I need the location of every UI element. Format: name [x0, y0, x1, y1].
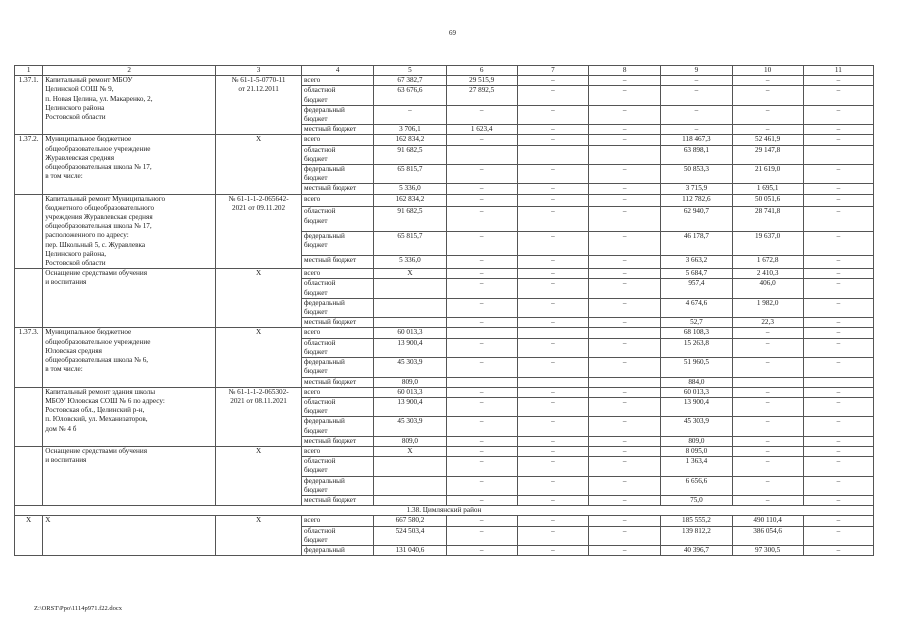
value-cell: 52,7: [661, 318, 732, 328]
value-cell: –: [803, 328, 873, 338]
value-cell: –: [589, 338, 661, 357]
value-cell: 1 623,4: [446, 125, 517, 135]
value-cell: [374, 476, 446, 495]
value-cell: –: [517, 256, 588, 269]
value-cell: [589, 145, 661, 164]
column-header-row: [15, 66, 874, 76]
value-cell: [446, 328, 517, 338]
value-cell: –: [589, 86, 661, 105]
value-cell: –: [803, 165, 873, 184]
value-cell: –: [446, 279, 517, 298]
value-cell: –: [803, 446, 873, 456]
table-row: [15, 269, 874, 279]
value-cell: 60 013,3: [661, 387, 732, 397]
value-cell: –: [803, 358, 873, 377]
value-cell: 13 900,4: [374, 338, 446, 357]
value-cell: [517, 377, 588, 387]
value-cell: –: [589, 231, 661, 255]
column-header: 2: [43, 66, 216, 76]
budget-type: федеральный бюджет: [302, 105, 374, 124]
value-cell: –: [589, 495, 661, 505]
value-cell: –: [446, 387, 517, 397]
budget-type: областной бюджет: [302, 145, 374, 164]
value-cell: Х: [374, 269, 446, 279]
value-cell: 3 715,9: [661, 184, 732, 194]
value-cell: –: [446, 516, 517, 526]
value-cell: 27 892,5: [446, 86, 517, 105]
budget-type: местный бюджет: [302, 377, 374, 387]
value-cell: –: [517, 269, 588, 279]
row-number: 1.37.1.: [15, 76, 43, 135]
value-cell: –: [803, 338, 873, 357]
value-cell: 386 054,6: [732, 526, 803, 545]
value-cell: 957,4: [661, 279, 732, 298]
document-ref: № 61-1-1-2-065302- 2021 от 08.11.2021: [216, 387, 302, 446]
budget-type: федеральный бюджет: [302, 298, 374, 317]
document-ref: № 61-1-5-0770-11 от 21.12.2011: [216, 76, 302, 135]
value-cell: –: [446, 184, 517, 194]
section-title: 1.38. Цимлянский район: [15, 506, 874, 516]
value-cell: –: [446, 457, 517, 476]
value-cell: [732, 377, 803, 387]
value-cell: –: [589, 279, 661, 298]
value-cell: –: [589, 269, 661, 279]
object-name: Оснащение средствами обучения и воспитания: [43, 269, 216, 328]
value-cell: –: [589, 256, 661, 269]
value-cell: 62 940,7: [661, 207, 732, 231]
value-cell: –: [517, 318, 588, 328]
value-cell: –: [803, 387, 873, 397]
value-cell: –: [517, 105, 588, 124]
value-cell: –: [589, 526, 661, 545]
value-cell: –: [446, 207, 517, 231]
budget-type: федеральный бюджет: [302, 358, 374, 377]
value-cell: –: [803, 495, 873, 505]
value-cell: –: [589, 194, 661, 207]
section-title-row: [15, 506, 874, 516]
value-cell: 162 834,2: [374, 135, 446, 145]
value-cell: –: [589, 318, 661, 328]
value-cell: –: [446, 495, 517, 505]
value-cell: –: [446, 165, 517, 184]
value-cell: 185 555,2: [661, 516, 732, 526]
value-cell: –: [446, 231, 517, 255]
value-cell: –: [446, 526, 517, 545]
value-cell: –: [589, 457, 661, 476]
value-cell: 63 676,6: [374, 86, 446, 105]
object-name: Х: [43, 516, 216, 556]
value-cell: –: [589, 76, 661, 86]
budget-type: федеральный бюджет: [302, 231, 374, 255]
value-cell: –: [446, 338, 517, 357]
value-cell: –: [661, 105, 732, 124]
row-number: 1.37.2.: [15, 135, 43, 194]
value-cell: –: [517, 417, 588, 436]
value-cell: 131 040,6: [374, 545, 446, 555]
column-header: 1: [15, 66, 43, 76]
value-cell: 28 741,8: [732, 207, 803, 231]
value-cell: 46 178,7: [661, 231, 732, 255]
value-cell: –: [589, 135, 661, 145]
value-cell: –: [589, 436, 661, 446]
value-cell: –: [661, 86, 732, 105]
row-number: [15, 194, 43, 269]
value-cell: –: [803, 86, 873, 105]
budget-table: [14, 65, 874, 556]
value-cell: –: [374, 105, 446, 124]
budget-type: местный бюджет: [302, 318, 374, 328]
object-name: Муниципальное бюджетное общеобразовательное учреждение Юловская средняя общеобразовательная школа № 6, в том числе:: [43, 328, 216, 387]
value-cell: –: [803, 545, 873, 555]
column-header: 6: [446, 66, 517, 76]
value-cell: 60 013,3: [374, 387, 446, 397]
budget-type: местный бюджет: [302, 436, 374, 446]
value-cell: –: [517, 397, 588, 416]
value-cell: [374, 298, 446, 317]
value-cell: –: [589, 125, 661, 135]
value-cell: 4 674,6: [661, 298, 732, 317]
column-header: 7: [517, 66, 588, 76]
value-cell: –: [517, 207, 588, 231]
value-cell: –: [589, 298, 661, 317]
value-cell: –: [517, 495, 588, 505]
value-cell: 884,0: [661, 377, 732, 387]
column-header: 3: [216, 66, 302, 76]
value-cell: 2 410,3: [732, 269, 803, 279]
value-cell: –: [589, 387, 661, 397]
value-cell: 67 382,7: [374, 76, 446, 86]
value-cell: –: [517, 526, 588, 545]
value-cell: –: [589, 184, 661, 194]
value-cell: 50 051,6: [732, 194, 803, 207]
table-row: [15, 387, 874, 397]
value-cell: [374, 318, 446, 328]
budget-type: всего: [302, 328, 374, 338]
value-cell: [446, 377, 517, 387]
budget-type: всего: [302, 135, 374, 145]
value-cell: 406,0: [732, 279, 803, 298]
value-cell: 45 303,9: [374, 358, 446, 377]
value-cell: –: [517, 76, 588, 86]
value-cell: –: [732, 338, 803, 357]
value-cell: [374, 279, 446, 298]
value-cell: [589, 328, 661, 338]
budget-type: областной бюджет: [302, 207, 374, 231]
value-cell: 65 815,7: [374, 165, 446, 184]
value-cell: –: [732, 457, 803, 476]
value-cell: –: [803, 135, 873, 145]
value-cell: –: [517, 338, 588, 357]
document-ref: Х: [216, 269, 302, 328]
value-cell: –: [446, 446, 517, 456]
budget-type: федеральный бюджет: [302, 165, 374, 184]
value-cell: –: [589, 397, 661, 416]
value-cell: –: [446, 135, 517, 145]
value-cell: –: [661, 125, 732, 135]
value-cell: –: [732, 358, 803, 377]
value-cell: –: [589, 358, 661, 377]
value-cell: –: [589, 417, 661, 436]
value-cell: 3 663,2: [661, 256, 732, 269]
value-cell: 22,3: [732, 318, 803, 328]
value-cell: 63 898,1: [661, 145, 732, 164]
value-cell: 21 619,0: [732, 165, 803, 184]
value-cell: 118 467,3: [661, 135, 732, 145]
value-cell: –: [732, 328, 803, 338]
table-row: [15, 446, 874, 456]
table-row: [15, 76, 874, 86]
value-cell: 490 110,4: [732, 516, 803, 526]
value-cell: 112 782,6: [661, 194, 732, 207]
value-cell: 5 336,0: [374, 184, 446, 194]
budget-type: всего: [302, 269, 374, 279]
budget-type: всего: [302, 387, 374, 397]
value-cell: –: [517, 545, 588, 555]
value-cell: –: [446, 545, 517, 555]
budget-type: всего: [302, 516, 374, 526]
row-number: Х: [15, 516, 43, 556]
footer-file-path: Z:\ORST\Ppo\1114p971.f22.docx: [34, 605, 122, 612]
object-name: Муниципальное бюджетное общеобразовательное учреждение Журавлевская средняя общеобразовательная школа № 17, в том числе:: [43, 135, 216, 194]
value-cell: –: [732, 436, 803, 446]
value-cell: 139 812,2: [661, 526, 732, 545]
value-cell: 68 108,3: [661, 328, 732, 338]
value-cell: 97 300,5: [732, 545, 803, 555]
value-cell: –: [803, 76, 873, 86]
budget-type: местный бюджет: [302, 256, 374, 269]
value-cell: 29 147,8: [732, 145, 803, 164]
value-cell: 75,0: [661, 495, 732, 505]
value-cell: 667 580,2: [374, 516, 446, 526]
column-header: 8: [589, 66, 661, 76]
document-ref: Х: [216, 135, 302, 194]
value-cell: –: [803, 105, 873, 124]
budget-type: областной бюджет: [302, 338, 374, 357]
value-cell: –: [446, 476, 517, 495]
value-cell: [589, 377, 661, 387]
value-cell: –: [446, 318, 517, 328]
value-cell: –: [803, 516, 873, 526]
column-header: 11: [803, 66, 873, 76]
budget-type: местный бюджет: [302, 184, 374, 194]
value-cell: 29 515,9: [446, 76, 517, 86]
value-cell: 1 672,8: [732, 256, 803, 269]
value-cell: –: [517, 358, 588, 377]
value-cell: –: [803, 269, 873, 279]
value-cell: –: [661, 76, 732, 86]
budget-type: областной бюджет: [302, 397, 374, 416]
value-cell: –: [517, 476, 588, 495]
value-cell: –: [517, 298, 588, 317]
value-cell: –: [446, 436, 517, 446]
budget-type: федеральный бюджет: [302, 417, 374, 436]
table-row: [15, 516, 874, 526]
column-header: 10: [732, 66, 803, 76]
value-cell: –: [446, 298, 517, 317]
row-number: [15, 446, 43, 505]
value-cell: –: [803, 318, 873, 328]
value-cell: –: [589, 446, 661, 456]
value-cell: [374, 495, 446, 505]
value-cell: [446, 145, 517, 164]
value-cell: 19 637,0: [732, 231, 803, 255]
value-cell: –: [446, 358, 517, 377]
column-header: 4: [302, 66, 374, 76]
value-cell: 809,0: [374, 377, 446, 387]
value-cell: –: [517, 446, 588, 456]
value-cell: –: [732, 76, 803, 86]
budget-type: местный бюджет: [302, 125, 374, 135]
value-cell: 65 815,7: [374, 231, 446, 255]
value-cell: –: [446, 256, 517, 269]
value-cell: –: [732, 105, 803, 124]
value-cell: –: [803, 184, 873, 194]
value-cell: –: [732, 397, 803, 416]
budget-type: всего: [302, 194, 374, 207]
value-cell: –: [803, 397, 873, 416]
budget-type: областной бюджет: [302, 526, 374, 545]
value-cell: –: [732, 387, 803, 397]
value-cell: 8 095,0: [661, 446, 732, 456]
value-cell: 40 396,7: [661, 545, 732, 555]
value-cell: [803, 377, 873, 387]
value-cell: –: [446, 397, 517, 416]
budget-type: областной бюджет: [302, 279, 374, 298]
value-cell: –: [732, 476, 803, 495]
value-cell: –: [589, 516, 661, 526]
value-cell: 1 695,1: [732, 184, 803, 194]
value-cell: 162 834,2: [374, 194, 446, 207]
value-cell: –: [803, 417, 873, 436]
value-cell: –: [517, 165, 588, 184]
value-cell: –: [803, 476, 873, 495]
value-cell: 5 684,7: [661, 269, 732, 279]
value-cell: –: [732, 125, 803, 135]
budget-type: областной бюджет: [302, 457, 374, 476]
value-cell: 1 982,0: [732, 298, 803, 317]
value-cell: 809,0: [374, 436, 446, 446]
budget-type: местный бюджет: [302, 495, 374, 505]
value-cell: 50 853,3: [661, 165, 732, 184]
budget-type: федеральный бюджет: [302, 476, 374, 495]
value-cell: [517, 145, 588, 164]
value-cell: –: [803, 457, 873, 476]
budget-type: областной бюджет: [302, 86, 374, 105]
value-cell: –: [732, 86, 803, 105]
value-cell: –: [803, 125, 873, 135]
value-cell: 809,0: [661, 436, 732, 446]
value-cell: –: [446, 105, 517, 124]
value-cell: [374, 457, 446, 476]
value-cell: –: [446, 417, 517, 436]
value-cell: [803, 145, 873, 164]
value-cell: 52 461,9: [732, 135, 803, 145]
value-cell: 91 682,5: [374, 145, 446, 164]
value-cell: –: [589, 545, 661, 555]
row-number: [15, 387, 43, 446]
value-cell: –: [517, 231, 588, 255]
value-cell: –: [517, 457, 588, 476]
value-cell: –: [803, 194, 873, 207]
value-cell: –: [517, 516, 588, 526]
value-cell: –: [517, 279, 588, 298]
value-cell: –: [517, 436, 588, 446]
value-cell: –: [589, 165, 661, 184]
value-cell: 91 682,5: [374, 207, 446, 231]
value-cell: Х: [374, 446, 446, 456]
value-cell: 60 013,3: [374, 328, 446, 338]
row-number: [15, 269, 43, 328]
value-cell: –: [803, 207, 873, 231]
table-row: [15, 194, 874, 207]
value-cell: [517, 328, 588, 338]
value-cell: 13 900,4: [661, 397, 732, 416]
value-cell: 1 363,4: [661, 457, 732, 476]
document-ref: Х: [216, 516, 302, 556]
object-name: Оснащение средствами обучения и воспитания: [43, 446, 216, 505]
value-cell: 51 960,5: [661, 358, 732, 377]
document-ref: Х: [216, 328, 302, 387]
budget-type: всего: [302, 76, 374, 86]
value-cell: –: [732, 417, 803, 436]
table-row: [15, 135, 874, 145]
value-cell: –: [517, 135, 588, 145]
value-cell: 3 706,1: [374, 125, 446, 135]
value-cell: –: [732, 446, 803, 456]
page-number: 69: [449, 29, 456, 37]
value-cell: 45 303,9: [374, 417, 446, 436]
value-cell: 15 263,8: [661, 338, 732, 357]
value-cell: –: [517, 125, 588, 135]
value-cell: 13 900,4: [374, 397, 446, 416]
value-cell: –: [446, 269, 517, 279]
value-cell: –: [446, 194, 517, 207]
row-number: 1.37.3.: [15, 328, 43, 387]
document-ref: Х: [216, 446, 302, 505]
value-cell: 524 503,4: [374, 526, 446, 545]
value-cell: –: [517, 194, 588, 207]
value-cell: –: [803, 526, 873, 545]
document-ref: № 61-1-1-2-065642- 2021 от 09.11.202: [216, 194, 302, 269]
object-name: Капитальный ремонт Муниципального бюджетного общеобразовательного учреждения Журавлевская средняя общеобразовательная школа № 17, расположенного по адресу: пер. Школьный 5, с. Журавлевка Целинского района, Ростовской области: [43, 194, 216, 269]
value-cell: 45 303,9: [661, 417, 732, 436]
value-cell: –: [517, 184, 588, 194]
budget-type: всего: [302, 446, 374, 456]
value-cell: 5 336,0: [374, 256, 446, 269]
table-row: [15, 328, 874, 338]
value-cell: –: [803, 231, 873, 255]
value-cell: –: [803, 279, 873, 298]
value-cell: –: [589, 476, 661, 495]
value-cell: –: [803, 298, 873, 317]
object-name: Капитальный ремонт МБОУ Целинской СОШ № 9, п. Новая Целина, ул. Макаренко, 2, Целинского района Ростовской области: [43, 76, 216, 135]
column-header: 9: [661, 66, 732, 76]
budget-type: федеральный: [302, 545, 374, 555]
value-cell: –: [517, 387, 588, 397]
value-cell: –: [732, 495, 803, 505]
object-name: Капитальный ремонт здания школы МБОУ Юловская СОШ № 6 по адресу: Ростовская обл., Целинский р-н, п. Юловский, ул. Механизаторов, дом № 4 б: [43, 387, 216, 446]
value-cell: –: [517, 86, 588, 105]
value-cell: –: [589, 207, 661, 231]
value-cell: –: [803, 256, 873, 269]
column-header: 5: [374, 66, 446, 76]
value-cell: 6 656,6: [661, 476, 732, 495]
value-cell: –: [803, 436, 873, 446]
value-cell: –: [589, 105, 661, 124]
